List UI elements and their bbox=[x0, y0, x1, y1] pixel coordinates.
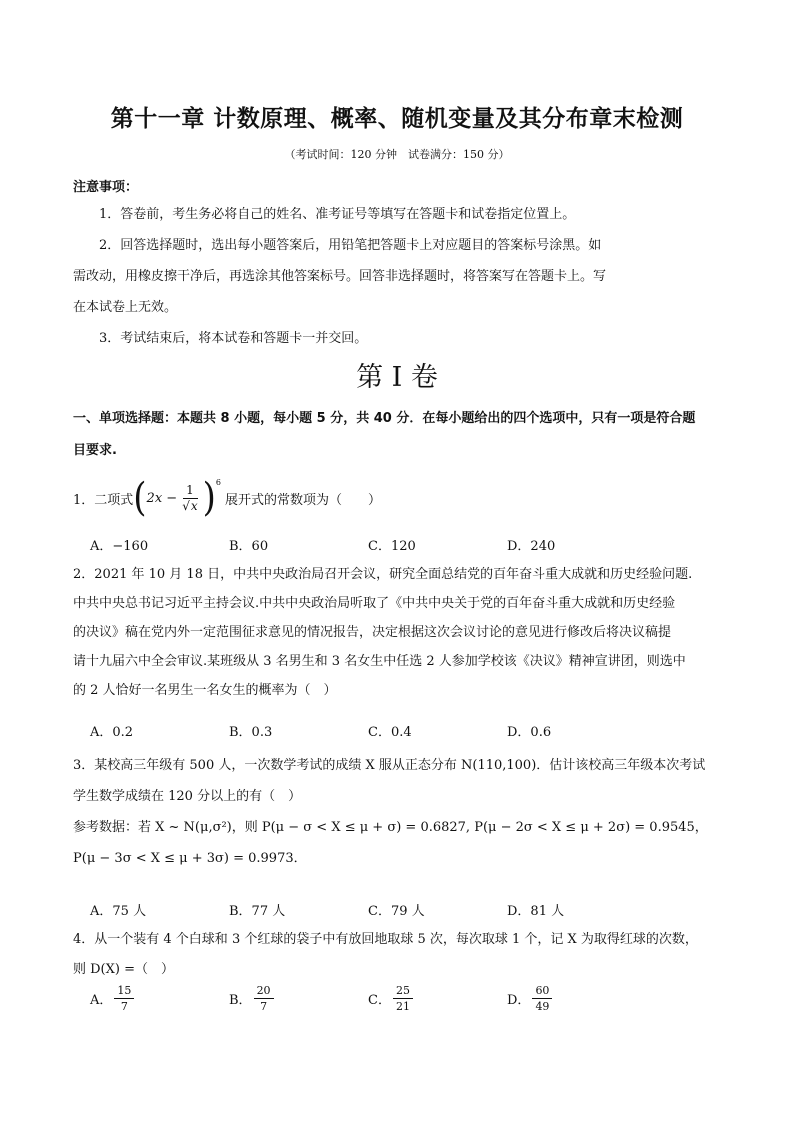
question-line: P(μ − 3σ < X ≤ μ + 3σ) = 0.9973． bbox=[73, 851, 307, 866]
option-d: D．81 人 bbox=[507, 904, 565, 919]
question-3 bbox=[73, 750, 733, 874]
question-line: 中共中央总书记习近平主持会议.中共中央政治局听取了《中共中央关于党的百年奋斗重大成就和历史经验 bbox=[73, 596, 676, 611]
option-c: C．0.4 bbox=[368, 725, 412, 740]
option-a: A．75 人 bbox=[90, 904, 147, 919]
option-c: C．120 bbox=[368, 539, 416, 554]
fraction-denominator: 7 bbox=[260, 1000, 268, 1013]
fraction bbox=[532, 983, 552, 1014]
question-4 bbox=[73, 925, 733, 985]
question-line: 的 2 人恰好一名男生一名女生的概率为（ ） bbox=[73, 683, 337, 698]
fraction bbox=[179, 483, 200, 514]
option-b: B．0.3 bbox=[229, 725, 273, 740]
sqrt-radicand: x bbox=[190, 498, 198, 513]
option-a: A．−160 bbox=[90, 539, 149, 554]
fraction-denominator: √x bbox=[182, 498, 198, 513]
notice-item: 1．答卷前，考生务必将自己的姓名、准考证号等填写在答题卡和试卷指定位置上。 bbox=[99, 207, 576, 222]
notice-heading: 注意事项： bbox=[73, 180, 139, 195]
fraction-numerator: 1 bbox=[183, 483, 197, 499]
option-c: C．79 人 bbox=[368, 904, 425, 919]
volume-title: 第 I 卷 bbox=[356, 362, 438, 393]
fraction-denominator: 21 bbox=[395, 1000, 410, 1013]
fraction bbox=[114, 983, 134, 1014]
notice-list bbox=[73, 199, 733, 354]
option-a: A．0.2 bbox=[90, 725, 134, 740]
question-1-suffix: 展开式的常数项为（ ） bbox=[224, 492, 381, 508]
option-b: B．60 bbox=[229, 539, 269, 554]
notice-item: 3．考试结束后，将本试卷和答题卡一并交回。 bbox=[99, 331, 368, 346]
option-label: C． bbox=[368, 993, 391, 1008]
option-b bbox=[229, 983, 368, 1014]
notice-item: 在本试卷上无效。 bbox=[73, 300, 178, 315]
section-heading-line: 目要求. bbox=[73, 443, 117, 458]
question-line: 2．2021 年 10 月 18 日，中共中央政治局召开会议，研究全面总结党的百年奋斗重大成就和历史经验问题. bbox=[73, 567, 693, 582]
exponent: 6 bbox=[215, 477, 221, 487]
option-d: D．0.6 bbox=[507, 725, 552, 740]
question-3-options bbox=[90, 900, 646, 919]
question-1-options bbox=[90, 535, 646, 554]
option-a bbox=[90, 983, 229, 1014]
option-label: D． bbox=[507, 993, 531, 1008]
fraction-denominator: 7 bbox=[120, 1000, 128, 1013]
notice-item: 需改动，用橡皮擦干净后，再选涂其他答案标号。回答非选择题时，将答案写在答题卡上。写 bbox=[73, 269, 607, 284]
question-line: 的决议》稿在党内外一定范围征求意见的情况报告，决定根据这次会议讨论的意见进行修改后将决议稿提 bbox=[73, 625, 672, 640]
fraction-numerator: 15 bbox=[114, 983, 134, 999]
section-heading bbox=[73, 403, 733, 467]
question-4-options bbox=[90, 983, 646, 1014]
fraction bbox=[393, 983, 413, 1014]
question-line: 请十九届六中全会审议.某班级从 3 名男生和 3 名女生中任选 2 人参加学校该《决议》精神宣讲团，则选中 bbox=[73, 654, 686, 669]
question-2-options bbox=[90, 721, 646, 740]
right-paren: ) bbox=[202, 475, 216, 521]
question-line: 参考数据：若 X ~ N(μ,σ²)，则 P(μ − σ < X ≤ μ + σ) = 0.6827, P(μ − 2σ < X ≤ μ + 2σ) = 0.9545， bbox=[73, 820, 708, 835]
exam-info: （考试时间：120 分钟 试卷满分：150 分） bbox=[284, 148, 510, 161]
section-heading-line: 一、单项选择题：本题共 8 小题，每小题 5 分，共 40 分．在每小题给出的四个选项中，只有一项是符合题 bbox=[73, 411, 696, 426]
fraction-numerator: 60 bbox=[532, 983, 552, 999]
fraction-numerator: 25 bbox=[393, 983, 413, 999]
option-label: B． bbox=[229, 993, 252, 1008]
question-1 bbox=[73, 475, 381, 521]
fraction-denominator: 49 bbox=[535, 1000, 550, 1013]
expression-term: 2x − bbox=[146, 490, 178, 506]
question-line: 4．从一个装有 4 个白球和 3 个红球的袋子中有放回地取球 5 次，每次取球 1 个，记 X 为取得红球的次数， bbox=[73, 932, 698, 947]
question-line: 则 D(X) =（ ） bbox=[73, 962, 174, 977]
option-label: A． bbox=[90, 993, 113, 1008]
notice-item: 2．回答选择题时，选出每小题答案后，用铅笔把答题卡上对应题目的答案标号涂黑。如 bbox=[99, 238, 602, 253]
fraction bbox=[254, 983, 274, 1014]
question-line: 3．某校高三年级有 500 人，一次数学考试的成绩 X 服从正态分布 N(110,100)．估计该校高三年级本次考试 bbox=[73, 758, 706, 773]
option-b: B．77 人 bbox=[229, 904, 286, 919]
page-title: 第十一章 计数原理、概率、随机变量及其分布章末检测 bbox=[110, 106, 684, 132]
question-1-prefix: 1．二项式 bbox=[73, 492, 134, 508]
left-paren: ( bbox=[133, 475, 147, 521]
option-c bbox=[368, 983, 507, 1014]
fraction-numerator: 20 bbox=[254, 983, 274, 999]
question-2 bbox=[73, 560, 733, 705]
option-d: D．240 bbox=[507, 539, 556, 554]
option-d bbox=[507, 983, 646, 1014]
question-line: 学生数学成绩在 120 分以上的有（ ） bbox=[73, 789, 302, 804]
